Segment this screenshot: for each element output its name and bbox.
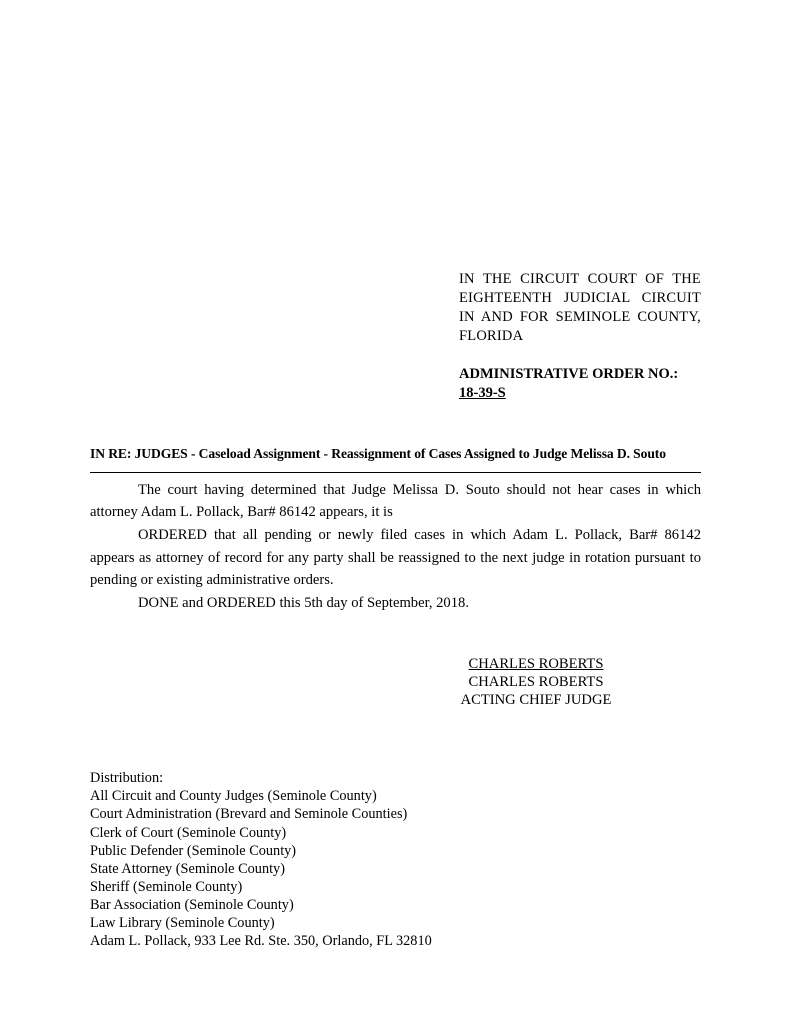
body-paragraph-2: ORDERED that all pending or newly filed cases in which Adam L. Pollack, Bar# 86142 appears as attorney of record for any party shall be reassigned to the next judge in rotation pursuant to pending or existing administrative orders. (90, 526, 701, 589)
distribution-item: All Circuit and County Judges (Seminole County) (90, 788, 377, 805)
administrative-order-block (459, 365, 701, 403)
body-paragraph-3: DONE and ORDERED this 5th day of September, 2018. (138, 594, 469, 611)
in-re-title: IN RE: JUDGES - Caseload Assignment - Reassignment of Cases Assigned to Judge Melissa D. Souto (90, 446, 666, 462)
court-heading-line-4: FLORIDA (459, 327, 524, 344)
signature-title: ACTING CHIEF JUDGE (460, 691, 612, 708)
administrative-order-number: 18-39-S (459, 385, 506, 402)
signature-signed-name: CHARLES ROBERTS (468, 656, 604, 673)
court-heading-line-2: EIGHTEENTH JUDICIAL CIRCUIT (459, 289, 701, 306)
administrative-order-label: ADMINISTRATIVE ORDER NO.: (459, 366, 679, 383)
distribution-item: Court Administration (Brevard and Seminole Counties) (90, 806, 408, 823)
distribution-list (90, 770, 701, 950)
signature-block (371, 656, 701, 709)
signature-printed-name: CHARLES ROBERTS (468, 674, 604, 691)
distribution-item: Bar Association (Seminole County) (90, 896, 294, 913)
distribution-item: Sheriff (Seminole County) (90, 878, 243, 895)
court-heading-line-1: IN THE CIRCUIT COURT OF THE (459, 271, 701, 287)
distribution-item: State Attorney (Seminole County) (90, 860, 285, 877)
document-content (90, 270, 701, 950)
horizontal-rule (90, 472, 701, 473)
order-body (90, 479, 701, 615)
court-heading-line-3: IN AND FOR SEMINOLE COUNTY, (459, 308, 701, 325)
distribution-item: Adam L. Pollack, 933 Lee Rd. Ste. 350, Orlando, FL 32810 (90, 932, 432, 949)
distribution-item: Clerk of Court (Seminole County) (90, 824, 287, 841)
body-paragraph-1: The court having determined that Judge Melissa D. Souto should not hear cases in which attorney Adam L. Pollack, Bar# 86142 appears, it is (90, 481, 701, 521)
court-heading (459, 270, 701, 345)
distribution-label: Distribution: (90, 770, 164, 787)
distribution-item: Law Library (Seminole County) (90, 914, 275, 931)
distribution-item: Public Defender (Seminole County) (90, 842, 297, 859)
